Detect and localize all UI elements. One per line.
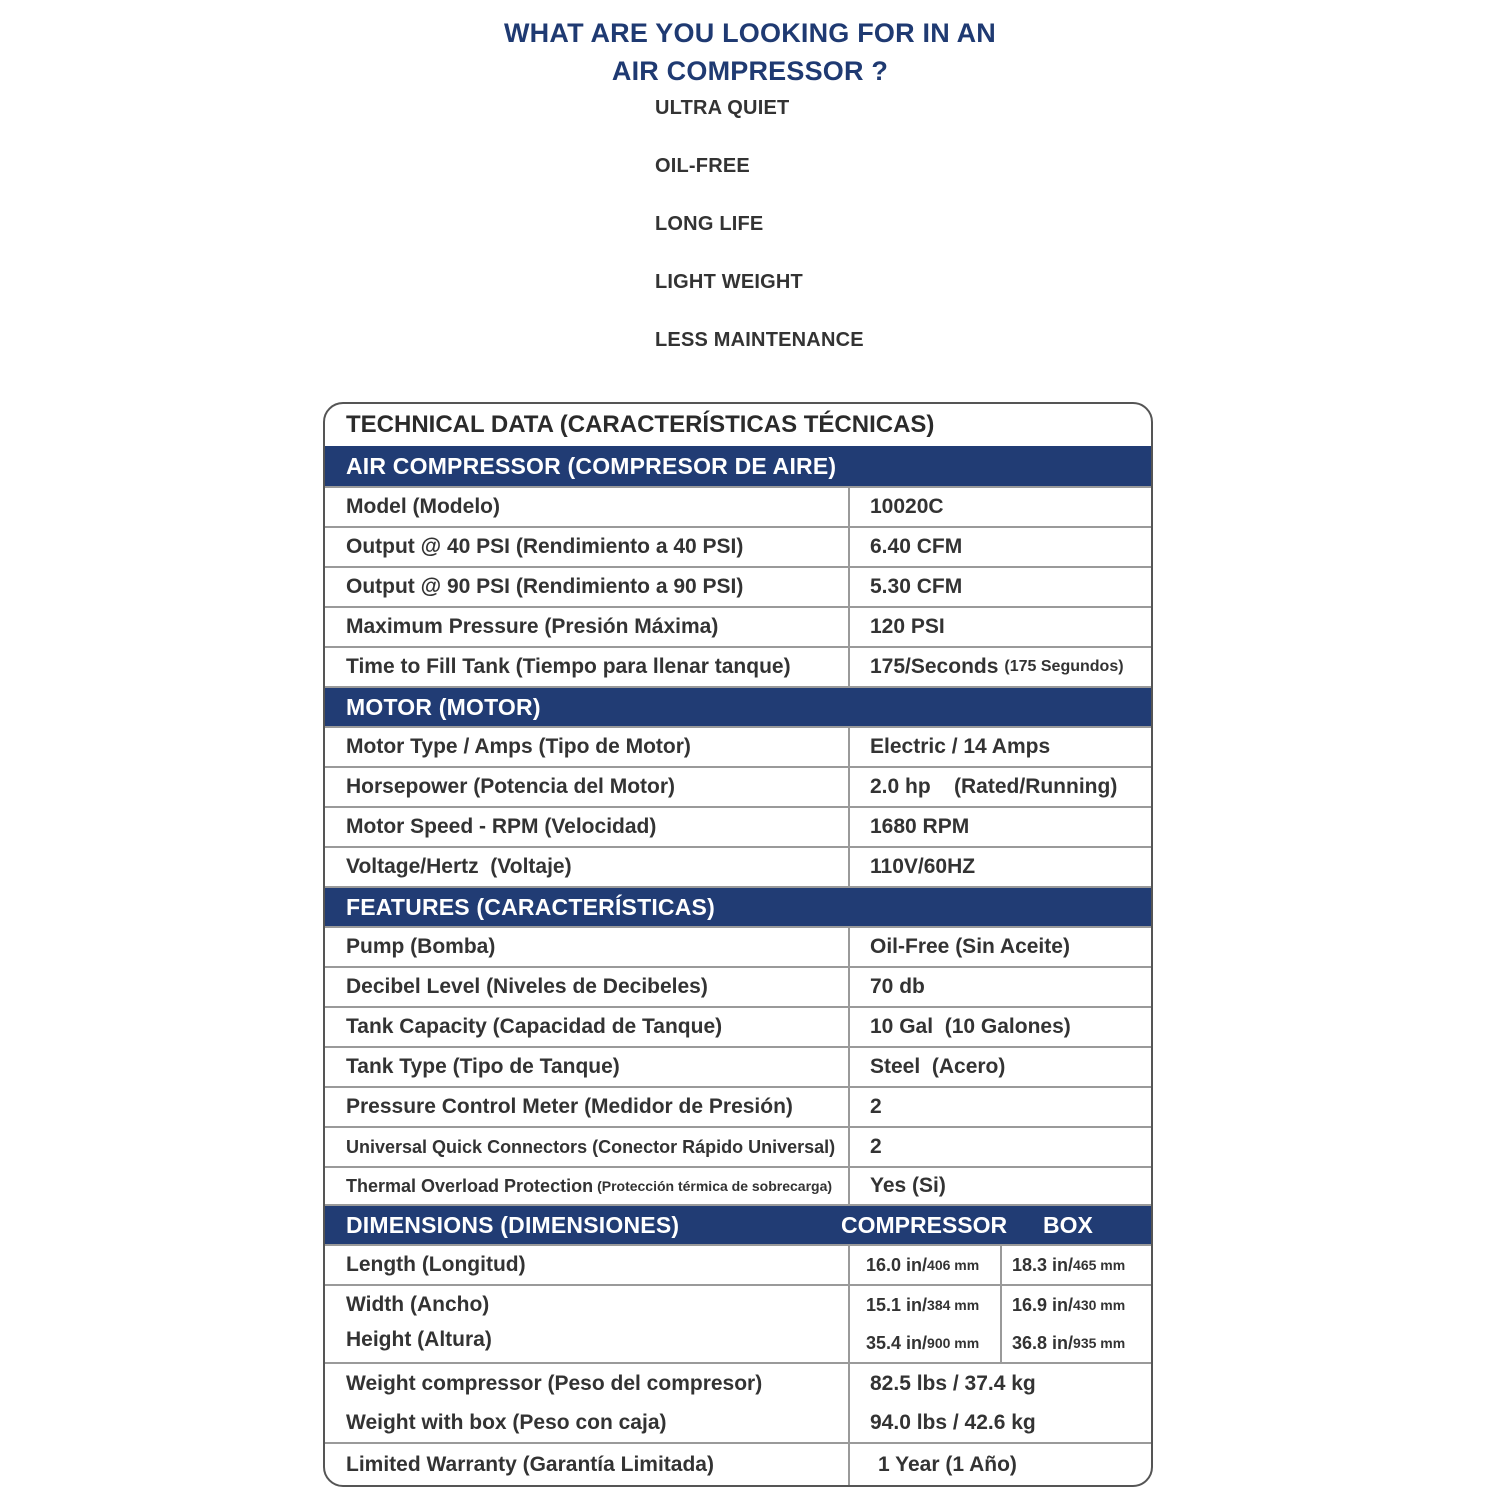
table-title: TECHNICAL DATA (CARACTERÍSTICAS TÉCNICAS) [346,411,935,438]
column-header-compressor: COMPRESSOR [841,1211,1008,1238]
row-value-main: 175/Seconds [870,655,999,678]
row-label: Output @ 40 PSI (Rendimiento a 40 PSI) [346,535,744,558]
dimension-mm: 384 mm [927,1297,980,1313]
row-value: 2.0 hp (Rated/Running) [848,768,1151,806]
table-row [325,808,1151,848]
row-label: Length (Longitud) [346,1253,526,1276]
row-label: Output @ 90 PSI (Rendimiento a 90 PSI) [346,575,744,598]
row-label: Motor Type / Amps (Tipo de Motor) [346,735,691,758]
row-value: 2 [848,1128,1151,1166]
compressor-dimension [848,1324,1000,1362]
compressor-dimension [848,1246,1000,1284]
row-label [346,1168,832,1204]
dimension-inches: 35.4 in/ [866,1332,928,1353]
table-row [325,568,1151,608]
dimension-mm: 430 mm [1073,1297,1126,1313]
compressor-dimension [848,1286,1000,1324]
dimension-inches: 16.9 in/ [1012,1294,1074,1315]
section-title: DIMENSIONS (DIMENSIONES) [346,1211,680,1238]
row-value-note: (175 Segundos) [1004,658,1124,675]
table-row [325,1324,1151,1364]
row-label: Maximum Pressure (Presión Máxima) [346,615,719,638]
row-label: Time to Fill Tank (Tiempo para llenar tanque) [346,655,791,678]
box-dimension [1000,1324,1151,1362]
row-value: 82.5 lbs / 37.4 kg [848,1364,1151,1404]
dimension-mm: 900 mm [927,1335,980,1351]
table-row [325,848,1151,888]
row-label: Decibel Level (Niveles de Decibeles) [346,975,708,998]
row-label-main: Thermal Overload Protection [346,1175,594,1196]
table-row [325,728,1151,768]
row-label: Width (Ancho) [346,1293,490,1316]
row-label: Horsepower (Potencia del Motor) [346,775,676,798]
dimension-mm: 465 mm [1073,1257,1126,1273]
row-value: 70 db [848,968,1151,1006]
headline-line-2: AIR COMPRESSOR ? [611,56,889,86]
row-label: Height (Altura) [346,1328,492,1351]
table-row [325,768,1151,808]
row-label-note: (Protección térmica de sobrecarga) [597,1178,833,1194]
row-value: Steel (Acero) [848,1048,1151,1086]
row-value: 1680 RPM [848,808,1151,846]
table-row [325,488,1151,528]
row-value: 120 PSI [848,608,1151,646]
column-header-box: BOX [1043,1211,1093,1238]
row-label: Limited Warranty (Garantía Limitada) [346,1452,714,1476]
dimension-mm: 935 mm [1073,1335,1126,1351]
row-value: Electric / 14 Amps [848,728,1151,766]
table-title-row [325,404,1151,446]
row-value: 1 Year (1 Año) [848,1444,1151,1485]
section-header-air-compressor [325,446,1151,488]
headline [0,14,1500,90]
table-row [325,1364,1151,1404]
table-row [325,648,1151,688]
row-label: Model (Modelo) [346,495,500,518]
box-dimension [1000,1286,1151,1324]
table-row [325,1128,1151,1168]
feature-item: OIL-FREE [655,155,750,177]
dimension-inches: 15.1 in/ [866,1294,928,1315]
table-row [325,968,1151,1008]
headline-line-1: WHAT ARE YOU LOOKING FOR IN AN [504,18,996,48]
dimension-inches: 36.8 in/ [1012,1332,1074,1353]
dimension-inches: 16.0 in/ [866,1254,928,1275]
section-header-motor [325,688,1151,728]
row-label: Voltage/Hertz (Voltaje) [346,855,572,878]
row-value: 110V/60HZ [848,848,1151,886]
feature-item: LESS MAINTENANCE [655,329,864,351]
row-label: Weight compressor (Peso del compresor) [346,1372,763,1395]
table-row [325,1048,1151,1088]
row-label: Pump (Bomba) [346,935,496,958]
row-value: Oil-Free (Sin Aceite) [848,928,1151,966]
feature-item: LONG LIFE [655,213,764,235]
row-label: Tank Type (Tipo de Tanque) [346,1055,620,1078]
section-header-features [325,888,1151,928]
technical-data-table [323,402,1153,1487]
section-title: FEATURES (CARACTERÍSTICAS) [346,893,715,920]
table-row [325,528,1151,568]
feature-item: ULTRA QUIET [655,97,790,119]
table-row [325,1008,1151,1048]
table-row [325,1444,1151,1485]
row-value: 10 Gal (10 Galones) [848,1008,1151,1046]
box-dimension [1000,1246,1151,1284]
row-label: Universal Quick Connectors (Conector Rápido Universal) [346,1136,836,1157]
row-value [848,648,1151,686]
row-label: Pressure Control Meter (Medidor de Presión) [346,1095,793,1118]
row-value: 2 [848,1088,1151,1126]
row-label: Tank Capacity (Capacidad de Tanque) [346,1015,723,1038]
dimension-mm: 406 mm [927,1257,980,1273]
row-value: Yes (Si) [848,1168,1151,1204]
table-row [325,1404,1151,1444]
table-row [325,608,1151,648]
section-title: MOTOR (MOTOR) [346,693,541,720]
table-row [325,1088,1151,1128]
row-label: Motor Speed - RPM (Velocidad) [346,815,657,838]
table-row [325,1286,1151,1324]
section-title: AIR COMPRESSOR (COMPRESOR DE AIRE) [346,452,837,479]
table-row [325,1168,1151,1206]
row-value: 10020C [848,488,1151,526]
table-row [325,1246,1151,1286]
table-row [325,928,1151,968]
row-value: 6.40 CFM [848,528,1151,566]
feature-item: LIGHT WEIGHT [655,271,803,293]
row-value: 5.30 CFM [848,568,1151,606]
section-header-dimensions [325,1206,1151,1246]
dimension-inches: 18.3 in/ [1012,1254,1074,1275]
row-value: 94.0 lbs / 42.6 kg [848,1404,1151,1442]
row-label: Weight with box (Peso con caja) [346,1411,667,1434]
feature-list [655,94,864,384]
